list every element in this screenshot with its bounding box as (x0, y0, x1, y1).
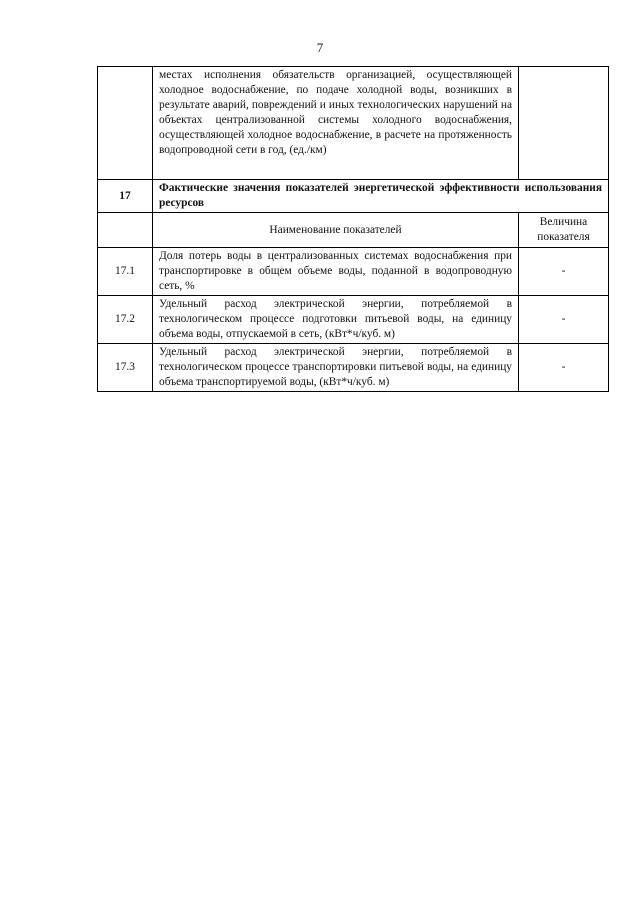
row-indicator-value: - (519, 248, 609, 296)
row-indicator-name: Удельный расход электрической энергии, потребляемой в технологическом процессе транспортировки питьевой воды, на единицу объема транспортируемой воды, (кВт*ч/куб. м) (153, 344, 519, 392)
continuation-row (98, 67, 609, 180)
table-row (98, 248, 609, 296)
row-indicator-name: Удельный расход электрической энергии, потребляемой в технологическом процессе подготовки питьевой воды, на единицу объема воды, отпускаемой в сеть, (кВт*ч/куб. м) (153, 296, 519, 344)
continuation-number-cell (98, 67, 153, 180)
row-number: 17.2 (98, 296, 153, 344)
continuation-value (519, 67, 609, 180)
continuation-text: местах исполнения обязательств организацией, осуществляющей холодное водоснабжение, по подаче холодной воды, возникших в результате аварий, повреждений и иных технологических нарушений на объектах централизованной системы холодного водоснабжения, осуществляющей холодное водоснабжение, в расчете на протяженность водопроводной сети в год, (ед./км) (153, 67, 519, 180)
page-number: 7 (316, 40, 324, 55)
table-row (98, 344, 609, 392)
header-name-label: Наименование показателей (153, 213, 519, 248)
table-row (98, 296, 609, 344)
section-number: 17 (98, 180, 153, 213)
row-indicator-value: - (519, 296, 609, 344)
indicators-table (97, 66, 609, 392)
row-indicator-value: - (519, 344, 609, 392)
row-number: 17.1 (98, 248, 153, 296)
row-number: 17.3 (98, 344, 153, 392)
header-number-cell (98, 213, 153, 248)
section-title: Фактические значения показателей энергетической эффективности использования ресурсов (153, 180, 609, 213)
row-indicator-name: Доля потерь воды в централизованных системах водоснабжения при транспортировке в общем объеме воды, поданной в водопроводную сеть, % (153, 248, 519, 296)
table-header-row (98, 213, 609, 248)
section-row (98, 180, 609, 213)
header-value-label: Величина показателя (519, 213, 609, 248)
